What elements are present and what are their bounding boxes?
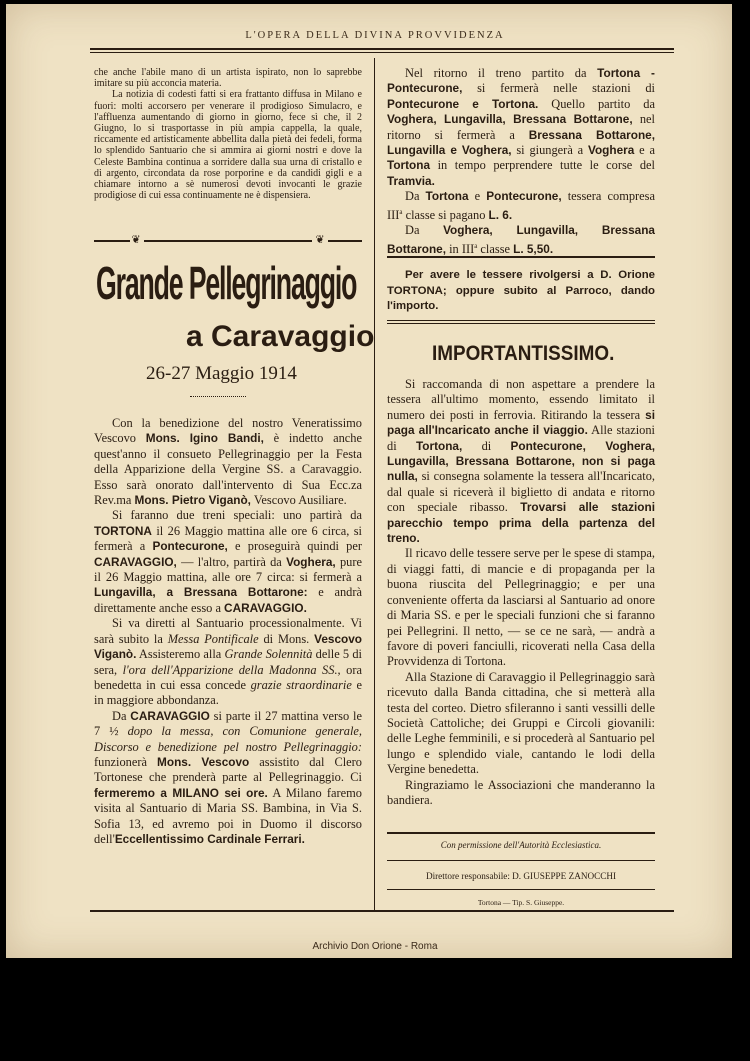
important-paragraph-1: Si raccomanda di non aspettare a prendere la tessera all'ultimo momento, essendo limitato il numero dei posti in ferrovia. Ritirando la tessera si paga all'Incaricato anche il viaggio. Alle stazioni di Tortona, di Pontecurone, Voghera, Lungavilla, Bressana Bottarone, non si paga nulla, si consegna solamente la tessera all'Incaricato, dal quale si riceverà il biglietto di andata e ritorno con speciale ribasso. Trovarsi alle stazioni parecchio tempo prima della partenza del treno. [387,377,655,546]
running-title: L'OPERA DELLA DIVINA PROVVIDENZA [245,30,505,41]
price-paragraph-2: Da Voghera, Lungavilla, Bressana Bottarone, in III$^a$ classe L. 5,50. [387,223,655,256]
colophon-rule-3 [387,889,655,890]
title-line-2: a Caravaggio [186,320,375,353]
footer-rule [90,910,674,912]
important-body [387,377,655,808]
permission-note: Con permissione dell'Autorità Ecclesiastica. [440,840,602,850]
return-paragraph: Nel ritorno il treno partito da Tortona - Pontecurone, si fermerà nelle stazioni di Pontecurone e Tortona. Quello partito da Voghera, Lungavilla, Bressana Bottarone, nel ritorno si fermerà a Bressana Bottarone, Lungavilla e Voghera, si giungerà a Voghera e a Tortona in tempo perprendere tutte le corse del Tramvia. [387,66,655,188]
paragraph-4: Da CARAVAGGIO si parte il 27 mattina verso le 7 ½ dopo la messa, con Comunione generale, Discorso e benedizione pel nostro Pellegrinaggio: funzionerà Mons. Vescovo assistito dal Clero Tortonese che prenderà parte al Pellegrinaggio. Ci fermeremo a MILANO sei ore. A Milano faremo visita al Santuario di Maria SS. Bambina, in Via S. Sofia 13, ed avremo poi in Duomo il discorso dell'Eccellentissimo Cardinale Ferrari. [94,708,363,846]
colophon-rule [387,832,655,834]
important-paragraph-2: Il ricavo delle tessere serve per le spese di stampa, di viaggi fatti, di mancie e di propaganda per la buona riuscita del Pellegrinaggio; e per una conveniente offerta da lasciarsi al Santuario ad onore di Maria SS. e per le speciali funzioni che si faranno pei Pellegrini. Il netto, — se ce ne sarà, — andrà a favore di poveri fanciulli, ricoverati nella Casa della Provvidenza di Tortona. [387,546,655,669]
squiggle-divider [190,396,246,397]
price-paragraph-1: Da Tortona e Pontecurone, tessera compresa III$^a$ classe si pagano L. 6. [387,189,655,222]
paragraph-2: Si faranno due treni speciali: uno partirà da TORTONA il 26 Maggio mattina alle ore 6 circa, si fermerà a Pontecurone, e proseguirà quindi per CARAVAGGIO, — l'altro, partirà da Voghera, pure il 26 Maggio mattina, alle ore 7 circa: si fermerà a Lungavilla, a Bressana Bottarone: e andrà direttamente anche esso a CARAVAGGIO. [94,508,362,615]
intro-paragraph: che anche l'abile mano di un artista ispirato, non lo saprebbe imitare su più acconcia materia. [94,67,362,90]
ornament-icon: ❦ [131,234,141,246]
announcement-body [94,416,362,847]
printer-line: Tortona — Tip. S. Giuseppe. [477,898,565,907]
title-line-1: Grande Pellegrinaggio [96,257,357,309]
section-rule-2 [387,320,655,321]
ticket-notice [387,268,655,315]
section-rule-3 [387,323,655,324]
paragraph-3: Si va diretti al Santuario processionalmente. Vi sarà subito la Messa Pontificale di Mons. Vescovo Viganò. Assisteremo alla Grande Solennità delle 5 di sera, l'ora dell'Apparizione della Madonna SS., ora benedetta in cui essa concede grazie straordinarie e in maggiore abbondanza. [94,616,362,708]
header-rule [90,48,674,50]
event-date: 26-27 Maggio 1914 [146,363,297,384]
important-heading: IMPORTANTISSIMO. [432,342,615,365]
section-rule [387,256,655,258]
colophon-rule-2 [387,860,655,861]
intro-text [94,67,362,201]
important-paragraph-4: Ringraziamo le Associazioni che manderanno la bandiera. [387,777,655,807]
header-rule-thin [90,52,674,53]
ornamental-divider [94,236,362,246]
paragraph-1: Con la benedizione del nostro Veneratissimo Vescovo Mons. Igino Bandi, è indetto anche quest'anno il consueto Pellegrinaggio per la Festa della Apparizione della Vergine SS. a Caravaggio. Esso sarà onorato dall'intervento di Sua Ecc.za Rev.ma Mons. Pietro Viganò, Vescovo Ausiliare. [94,416,362,508]
intro-paragraph-2: La notizia di codesti fatti si era frattanto diffusa in Milano e fuori: molti accorsero per venerare il prodigioso Simulacro, e l'affluenza aumentando di giorno in giorno, fece sì che, il 2 Giugno, lo si trasportasse in più ampia cappella, la quale, riccamente ed artisticamente abbellita dalla pietà dei fedeli, forma lo splendido Santuario che si ammira ai giorni nostri e dove la Celeste Bambina continua a sorridere dalla sua urna di cristallo e di argento, circondata da rose porporine e da candidi gigli e a chiamare intorno a sè numerosi devoti invocanti le grazie prodigiose di cui essa continuamente ne è dispensiera. [94,89,362,202]
column-divider [374,58,375,910]
important-paragraph-3: Alla Stazione di Caravaggio il Pellegrinaggio sarà ricevuto dalla Banda cittadina, che si metterà alla testa del corteo. Dietro sfileranno i santi vessilli delle Società Cattoliche; dei Gruppi e Circoli giovanili: delle Leghe femminili, e si procederà al Santuario pel lungo e splendido viale, cantando le lodi della Vergine benedetta. [387,669,655,777]
ticket-notice-text: Per avere le tessere rivolgersi a D. Orione TORTONA; oppure subito al Parroco, dando l'importo. [387,269,655,313]
return-info [387,66,655,257]
ornament-icon: ❦ [315,234,325,246]
archive-credit: Archivio Don Orione - Roma [312,941,438,952]
director-line: Direttore responsabile: D. GIUSEPPE ZANOCCHI [425,871,617,881]
